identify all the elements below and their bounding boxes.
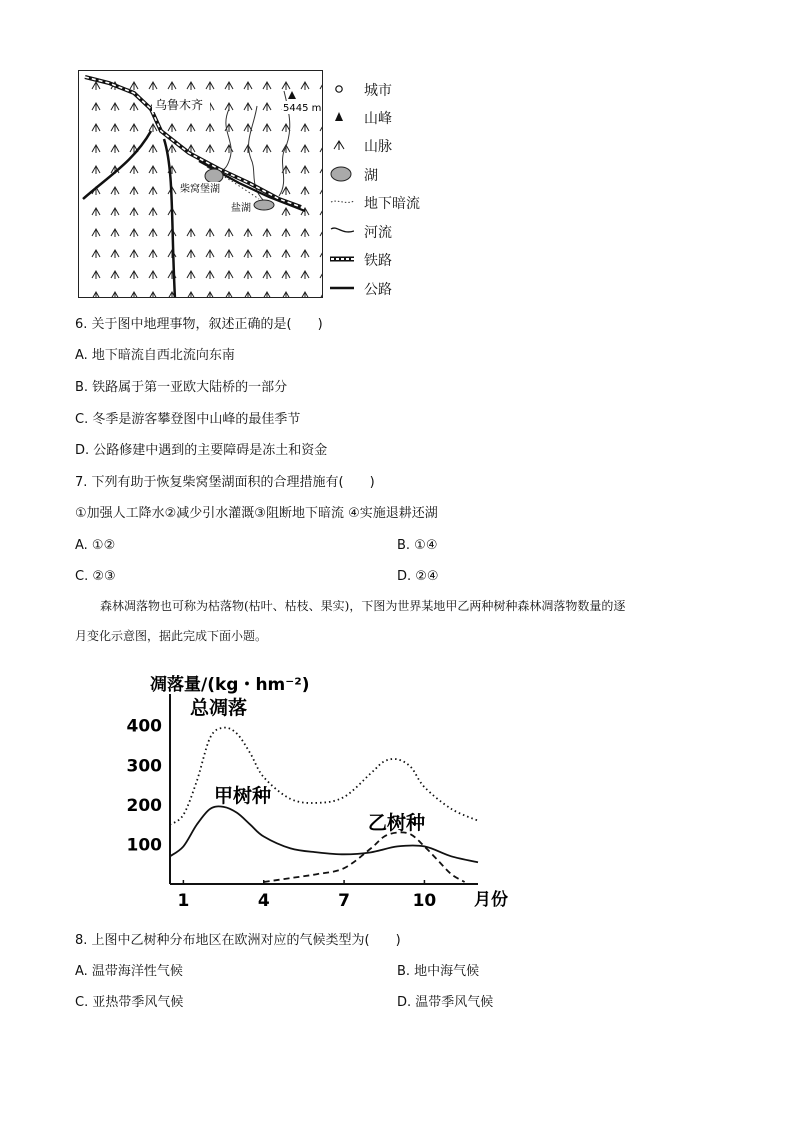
mountain-symbol [130, 208, 138, 216]
legend-item-peak: 山峰 [330, 107, 460, 127]
mountain-symbol [244, 103, 252, 111]
q8-option-a[interactable]: A. 温带海洋性气候 [75, 964, 183, 979]
mountain-symbol [111, 124, 119, 132]
mountain-symbol [187, 250, 195, 258]
mountain-symbol [320, 292, 323, 298]
mountain-symbol [92, 103, 100, 111]
q6-option-b[interactable]: B. 铁路属于第一亚欧大陆桥的一部分 [75, 380, 288, 395]
q8-option-b[interactable]: B. 地中海气候 [397, 964, 480, 979]
mountain-symbol [263, 292, 271, 298]
legend-item-city: 城市 [330, 79, 460, 99]
x-tick-label: 7 [338, 891, 351, 911]
mountain-symbol [130, 187, 138, 195]
mountain-range-icon [330, 135, 354, 155]
mountain-symbol [282, 208, 290, 216]
mountain-symbol [225, 292, 233, 298]
mountain-symbol [149, 82, 157, 90]
map-label-lake1: 柴窝堡湖 [180, 184, 220, 195]
mountain-symbol [301, 124, 309, 132]
road-line [83, 131, 151, 199]
mountain-symbol [130, 250, 138, 258]
mountain-symbol [282, 124, 290, 132]
q8-option-d[interactable]: D. 温带季风气候 [397, 995, 494, 1010]
peak-triangle-icon [330, 107, 354, 127]
q6-option-d[interactable]: D. 公路修建中遇到的主要障碍是冻土和资金 [75, 443, 328, 458]
lake-chaiwopu [205, 169, 223, 183]
y-tick-label: 100 [126, 835, 162, 856]
mountain-symbol [111, 271, 119, 279]
map-label-peak: 5445 m [283, 103, 322, 114]
peak-marker [288, 91, 296, 99]
mountain-symbol [92, 124, 100, 132]
mountain-symbol [111, 250, 119, 258]
mountain-symbol [92, 250, 100, 258]
x-tick-label: 1 [177, 891, 190, 911]
x-tick-label: 4 [257, 891, 270, 911]
mountain-symbol [92, 208, 100, 216]
series-label-jia: 甲树种 [214, 785, 272, 807]
mountain-symbol [263, 82, 271, 90]
series-label-total: 总凋落 [190, 697, 248, 719]
mountain-symbol [111, 187, 119, 195]
road-line [164, 139, 175, 298]
mountain-symbol [187, 124, 195, 132]
mountain-symbol [130, 229, 138, 237]
mountain-symbol [130, 166, 138, 174]
mountain-symbol [130, 103, 138, 111]
city-circle-icon [330, 79, 354, 99]
mountain-symbol [244, 250, 252, 258]
mountain-symbol [149, 271, 157, 279]
legend-item-river: 河流 [330, 221, 460, 241]
mountain-symbol [130, 292, 138, 298]
mountain-symbol [282, 271, 290, 279]
litterfall-chart [118, 662, 528, 917]
mountain-symbol [320, 271, 323, 279]
mountain-symbol [263, 103, 271, 111]
mountain-symbol [301, 145, 309, 153]
mountain-symbol [225, 271, 233, 279]
mountain-symbol [168, 82, 176, 90]
river-line [207, 109, 231, 171]
mountain-symbol [225, 82, 233, 90]
mountain-symbol [111, 145, 119, 153]
mountain-symbol [301, 271, 309, 279]
mountain-symbol [206, 124, 214, 132]
y-tick-label: 300 [126, 756, 162, 777]
mountain-symbol [92, 292, 100, 298]
map-label-lake2: 盐湖 [231, 203, 251, 214]
series-yi-line [264, 832, 465, 882]
mountain-symbol [320, 250, 323, 258]
map-label-city: 乌鲁木齐 [155, 98, 204, 112]
mountain-symbol [263, 145, 271, 153]
mountain-symbol [244, 145, 252, 153]
mountain-symbol [320, 145, 323, 153]
mountain-symbol [168, 145, 176, 153]
q8-stem: 8. 上图中乙树种分布地区在欧洲对应的气候类型为( ) [75, 933, 401, 948]
series-label-yi: 乙树种 [368, 812, 426, 834]
map-figure [78, 70, 323, 298]
q6-stem: 6. 关于图中地理事物，叙述正确的是( ) [75, 317, 323, 332]
q6-option-a[interactable]: A. 地下暗流自西北流向东南 [75, 348, 235, 363]
x-tick-label: 10 [412, 891, 437, 911]
mountain-symbol [111, 229, 119, 237]
mountain-symbol [282, 82, 290, 90]
q6-option-c[interactable]: C. 冬季是游客攀登图中山峰的最佳季节 [75, 412, 301, 427]
q7-option-b[interactable]: B. ①④ [397, 538, 438, 553]
mountain-symbol [92, 166, 100, 174]
q7-measures: ①加强人工降水②减少引水灌溉③阻断地下暗流 ④实施退耕还湖 [75, 506, 438, 521]
mountain-symbol [206, 229, 214, 237]
mountain-symbol [168, 124, 176, 132]
mountain-symbol [187, 271, 195, 279]
mountain-symbol [111, 103, 119, 111]
mountain-symbol [149, 145, 157, 153]
mountain-symbol [206, 271, 214, 279]
q7-option-a[interactable]: A. ①② [75, 538, 116, 553]
q7-option-d[interactable]: D. ②④ [397, 569, 439, 584]
mountain-symbol [320, 124, 323, 132]
mountain-symbol [301, 229, 309, 237]
map-svg [79, 71, 323, 298]
mountain-symbol [225, 145, 233, 153]
y-tick-label: 400 [126, 716, 162, 737]
mountain-symbol [111, 208, 119, 216]
mountain-symbol [320, 208, 323, 216]
mountain-symbol [92, 145, 100, 153]
lake-ellipse-icon [330, 164, 354, 184]
mountain-symbol [206, 82, 214, 90]
mountain-symbol [130, 124, 138, 132]
mountain-symbol [263, 250, 271, 258]
mountain-symbol [92, 271, 100, 279]
legend-item-mountain: 山脉 [330, 135, 460, 155]
mountain-symbol [320, 166, 323, 174]
legend-item-underground: 地下暗流 [330, 192, 460, 212]
mountain-symbol [111, 292, 119, 298]
legend-item-lake: 湖 [330, 164, 460, 184]
mountain-symbol [149, 292, 157, 298]
mountain-symbol [263, 271, 271, 279]
mountain-symbol [149, 229, 157, 237]
passage-line-2: 月变化示意图，据此完成下面小题。 [75, 629, 268, 643]
mountain-symbol [92, 82, 100, 90]
mountain-symbol [149, 208, 157, 216]
mountain-symbol [320, 82, 323, 90]
mountain-symbol [206, 292, 214, 298]
series-total-line [170, 728, 478, 825]
road-line-icon [330, 278, 354, 298]
q7-stem: 7. 下列有助于恢复柴窝堡湖面积的合理措施有( ) [75, 475, 375, 490]
mountain-symbol [130, 271, 138, 279]
mountain-symbol [187, 229, 195, 237]
legend-item-road: 公路 [330, 278, 460, 298]
mountain-symbol [301, 187, 309, 195]
legend-item-railway: 铁路 [330, 249, 460, 269]
mountain-symbol [244, 82, 252, 90]
mountain-symbol [187, 82, 195, 90]
mountain-symbol [149, 166, 157, 174]
chart-xlabel: 月份 [474, 890, 508, 910]
mountain-symbol [244, 271, 252, 279]
mountain-symbol [130, 82, 138, 90]
mountain-symbol [225, 250, 233, 258]
mountain-symbol [225, 229, 233, 237]
chart-series-labels [190, 696, 425, 834]
mountain-symbol [263, 229, 271, 237]
wavy-line-icon [330, 221, 354, 241]
lake-yanhu [254, 200, 274, 210]
mountain-symbol [301, 82, 309, 90]
q7-option-c[interactable]: C. ②③ [75, 569, 116, 584]
mountain-symbol [149, 250, 157, 258]
mountain-symbol [301, 166, 309, 174]
mountain-symbol [282, 229, 290, 237]
mountain-symbol [92, 229, 100, 237]
mountain-symbol [263, 124, 271, 132]
mountain-symbol [206, 145, 214, 153]
mountain-symbol [187, 292, 195, 298]
dotted-line-icon [330, 192, 354, 212]
mountain-symbol [244, 229, 252, 237]
mountain-symbol [301, 250, 309, 258]
mountain-symbol [206, 250, 214, 258]
mountain-symbol [282, 250, 290, 258]
mountain-symbol [320, 229, 323, 237]
y-tick-label: 200 [126, 795, 162, 816]
mountain-symbol [244, 292, 252, 298]
mountain-symbol [320, 187, 323, 195]
mountain-symbol [149, 187, 157, 195]
q8-option-c[interactable]: C. 亚热带季风气候 [75, 995, 184, 1010]
mountain-symbol [301, 292, 309, 298]
mountain-symbol [282, 187, 290, 195]
series-jia-line [170, 806, 478, 862]
chart-ylabel: 凋落量/(kg・hm⁻²) [150, 675, 310, 695]
chart-svg [118, 662, 528, 917]
railway-line-icon [330, 249, 354, 269]
mountain-symbol [282, 292, 290, 298]
passage-line-1: 森林凋落物也可称为枯落物(枯叶、枯枝、果实)，下图为世界某地甲乙两种树种森林凋落物数量的逐 [100, 599, 626, 613]
